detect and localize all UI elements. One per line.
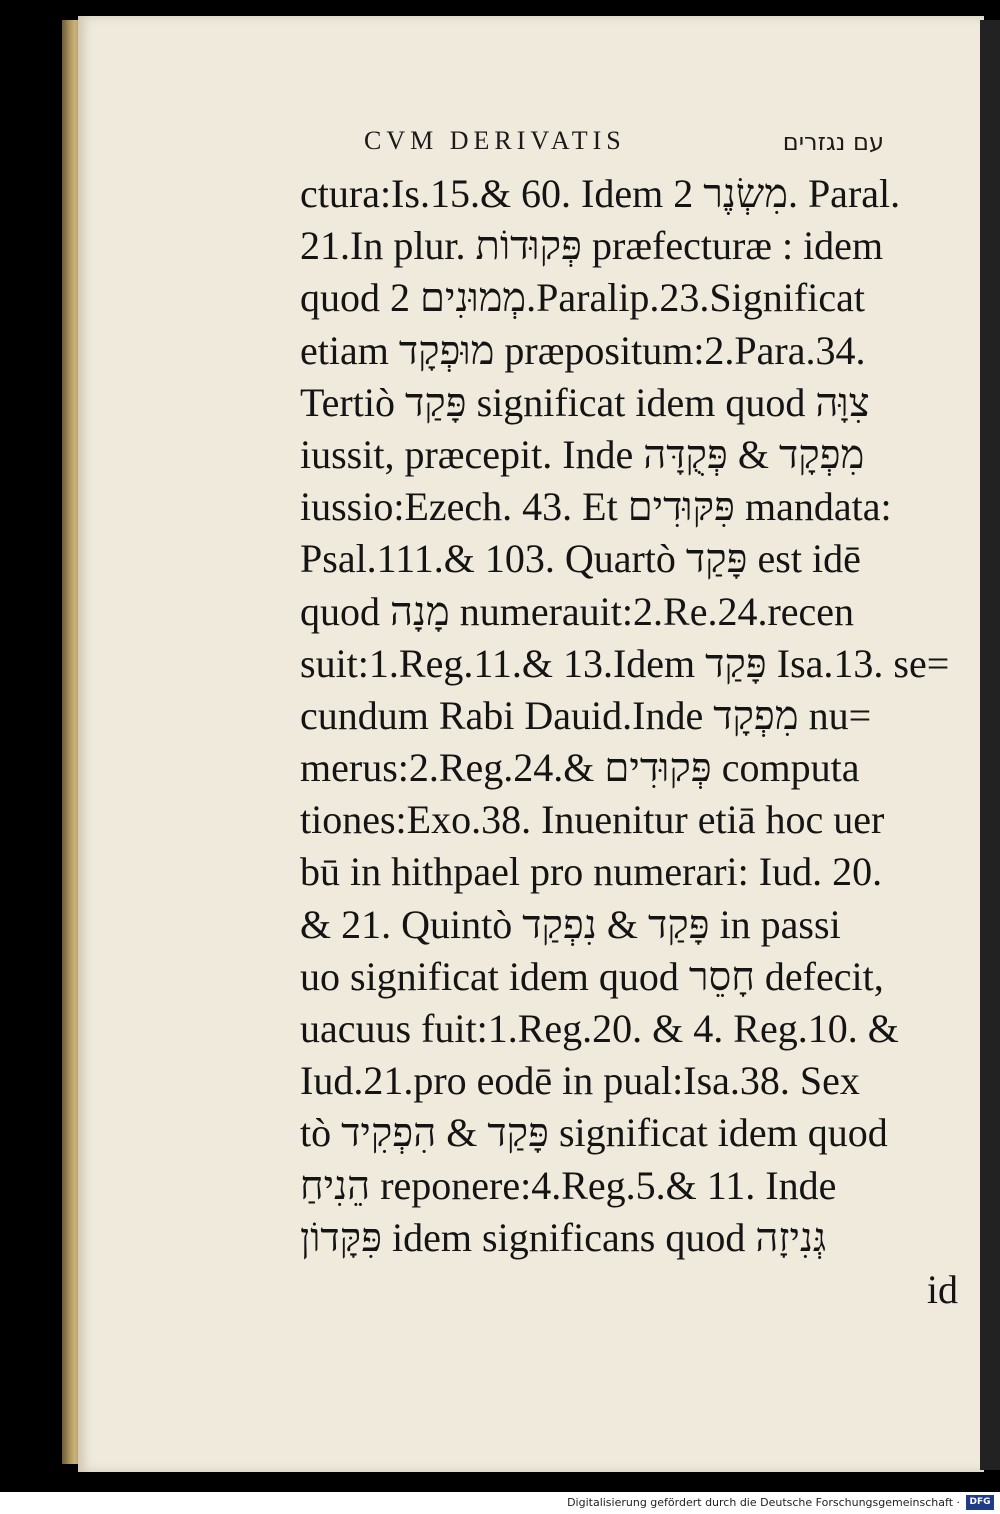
text-line: quod מְמוּנִים 2.Paralip.23.Significat xyxy=(300,275,865,321)
text-line: ctura:Is.15.& 60. Idem מִשְׂנֶר 2. Paral. xyxy=(300,171,901,216)
text-line: iussio:Ezech. 43. Et פִּקּוּדִים mandata: xyxy=(300,484,892,530)
text-line: cundum Rabi Dauid.Inde מִפְקָד nu= xyxy=(300,692,872,738)
text-line: 21.In plur. פְּקוּדוֹת præfecturæ : idem xyxy=(300,223,884,269)
catchword: id xyxy=(926,1266,958,1312)
text-line: uo significat idem quod חָסֵר defecit, xyxy=(300,953,884,999)
running-header xyxy=(364,126,884,166)
text-line: Iud.21.pro eodē in pual:Isa.38. Sex xyxy=(300,1058,860,1104)
dfg-logo: DFG xyxy=(966,1495,994,1510)
text-line: suit:1.Reg.11.& 13.Idem פָּקַד Isa.13. se= xyxy=(300,640,950,686)
text-line: bū in hithpael pro numerari: Iud. 20. xyxy=(300,849,883,895)
footer-bar xyxy=(0,1492,1000,1514)
text-line: iussit, præcepit. Inde מִפְקָד & פְּקֻדָּה xyxy=(300,431,865,477)
page-edge xyxy=(980,20,1000,1470)
header-hebrew: עם נגזרים xyxy=(782,128,884,156)
header-latin: CVM DERIVATIS xyxy=(364,126,626,155)
text-line: הֵנִיחַ reponere:4.Reg.5.& 11. Inde xyxy=(300,1162,837,1208)
text-line: Psal.111.& 103. Quartò פָּקַד est idē xyxy=(300,536,861,582)
footer-credit: Digitalisierung gefördert durch die Deutsche Forschungsgemeinschaft · xyxy=(567,1496,960,1509)
text-line: etiam מוּפְקָד præpositum:2.Para.34. xyxy=(300,327,866,373)
text-line: tò פָּקַד & הִפְקִיד significat idem quod xyxy=(300,1110,888,1156)
text-line: tiones:Exo.38. Inuenitur etiā hoc uer xyxy=(300,797,885,843)
text-line: uacuus fuit:1.Reg.20. & 4. Reg.10. & xyxy=(300,1006,899,1051)
text-line: & 21. Quintò פָּקַד & נִפְקַד in passi xyxy=(300,901,841,947)
text-line: Tertiò פָּקַד significat idem quod צִוָּה xyxy=(300,379,870,425)
body-text xyxy=(300,168,960,1316)
text-line: quod מָנָה numerauit:2.Re.24.recen xyxy=(300,588,855,634)
text-line: פִּקָּדוֹן idem significans quod גְּנִיזָה xyxy=(300,1214,827,1260)
text-line: merus:2.Reg.24.& פְּקוּדִים computa xyxy=(300,745,860,791)
